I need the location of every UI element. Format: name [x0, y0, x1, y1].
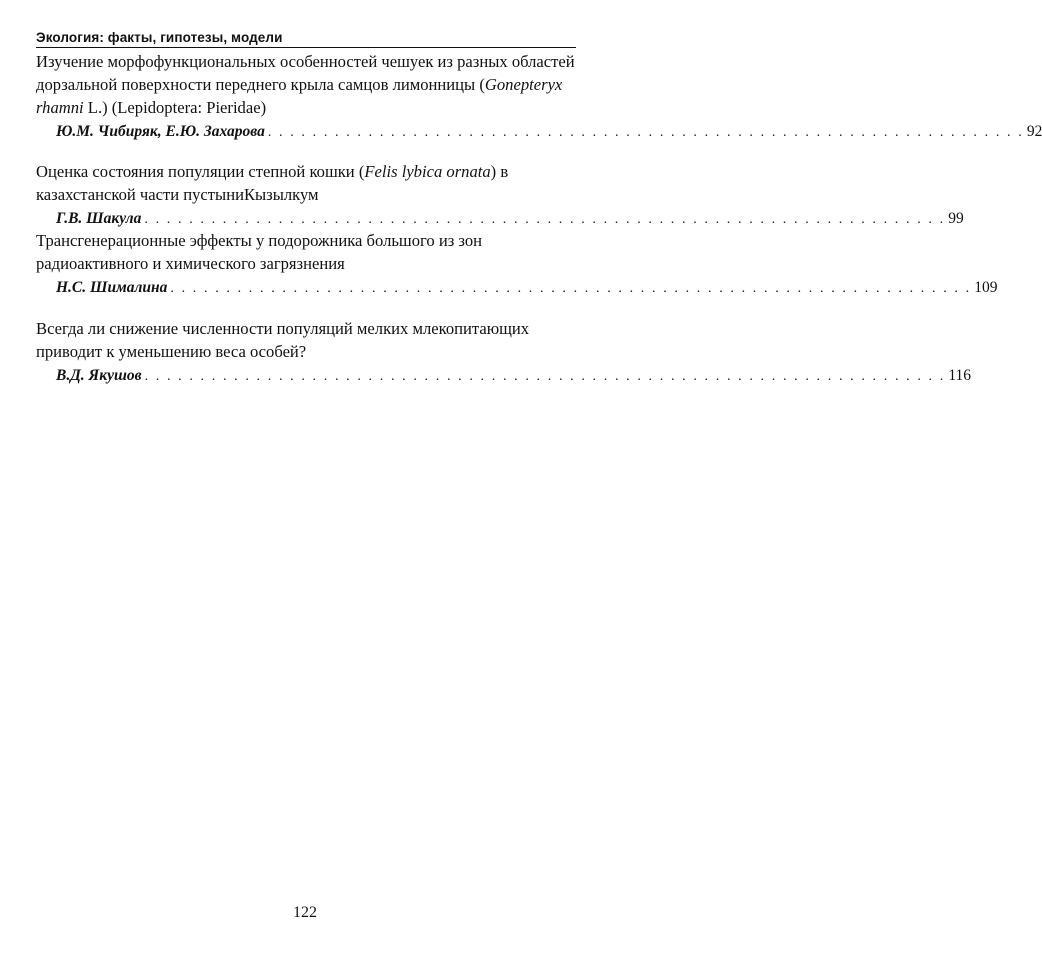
author-line	[56, 365, 972, 387]
title-text: Трансгенерационные эффекты у подорожника большого из зон радиоактивного и химического загрязнения	[36, 231, 483, 273]
title-text: Оценка состояния популяции степной кошки (	[36, 162, 365, 181]
toc-entry	[36, 229, 998, 299]
author-line	[56, 121, 1042, 143]
dot-leader: . . . . . . . . . . . . . . . . . . . . . . . . . . . . . . . . . . . . . . . . . . . . . . . . . . . . . . . . . . . . . . . . . . . .	[267, 125, 1024, 140]
entry-title	[36, 229, 576, 275]
title-text: Изучение морфофункциональных особенностей чешуек из разных областей дорзальной поверхности переднего крыла самцов лимонницы (	[36, 52, 575, 94]
dot-leader: . . . . . . . . . . . . . . . . . . . . . . . . . . . . . . . . . . . . . . . . . . . . . . . . . . . . . . . . . . . . . . . . . . . . . . . .	[170, 281, 972, 296]
title-text: L.) (Lepidoptera: Pieridae)	[83, 98, 267, 117]
entry-title	[36, 317, 576, 363]
entry-page-number: 92	[1026, 123, 1042, 140]
dot-leader: . . . . . . . . . . . . . . . . . . . . . . . . . . . . . . . . . . . . . . . . . . . . . . . . . . . . . . . . . . . . . . . . . . . . . . . .	[144, 212, 946, 227]
taxon-name: Felis lybica ornata	[364, 162, 491, 181]
author-line	[56, 208, 964, 230]
entry-authors: Г.В. Шакула	[56, 210, 142, 227]
entry-page-number: 99	[948, 210, 964, 227]
entry-page-number: 109	[974, 279, 998, 296]
page-folio: 122	[293, 904, 317, 921]
entry-authors: Н.С. Шималина	[56, 279, 168, 296]
entry-title	[36, 160, 576, 206]
toc-entry	[36, 50, 1042, 143]
title-text: Всегда ли снижение численности популяций мелких млекопитающих приводит к уменьшению веса особей?	[36, 319, 530, 361]
entry-page-number: 116	[948, 367, 972, 384]
taxon-name: Gonepteryx rhamni	[36, 75, 563, 117]
toc-entry	[36, 317, 972, 387]
dot-leader: . . . . . . . . . . . . . . . . . . . . . . . . . . . . . . . . . . . . . . . . . . . . . . . . . . . . . . . . . . . . . . . . . . . . . . . .	[144, 369, 946, 384]
header-rule	[36, 47, 576, 48]
entry-authors: В.Д. Якушов	[56, 367, 142, 384]
author-line	[56, 277, 998, 299]
entry-title	[36, 50, 576, 119]
entry-authors: Ю.М. Чибиряк, Е.Ю. Захарова	[56, 123, 265, 140]
toc-entry	[36, 160, 964, 230]
title-text: ) в казахстанской части пустыниКызылкум	[36, 162, 509, 204]
running-head: Экология: факты, гипотезы, модели	[36, 30, 283, 45]
